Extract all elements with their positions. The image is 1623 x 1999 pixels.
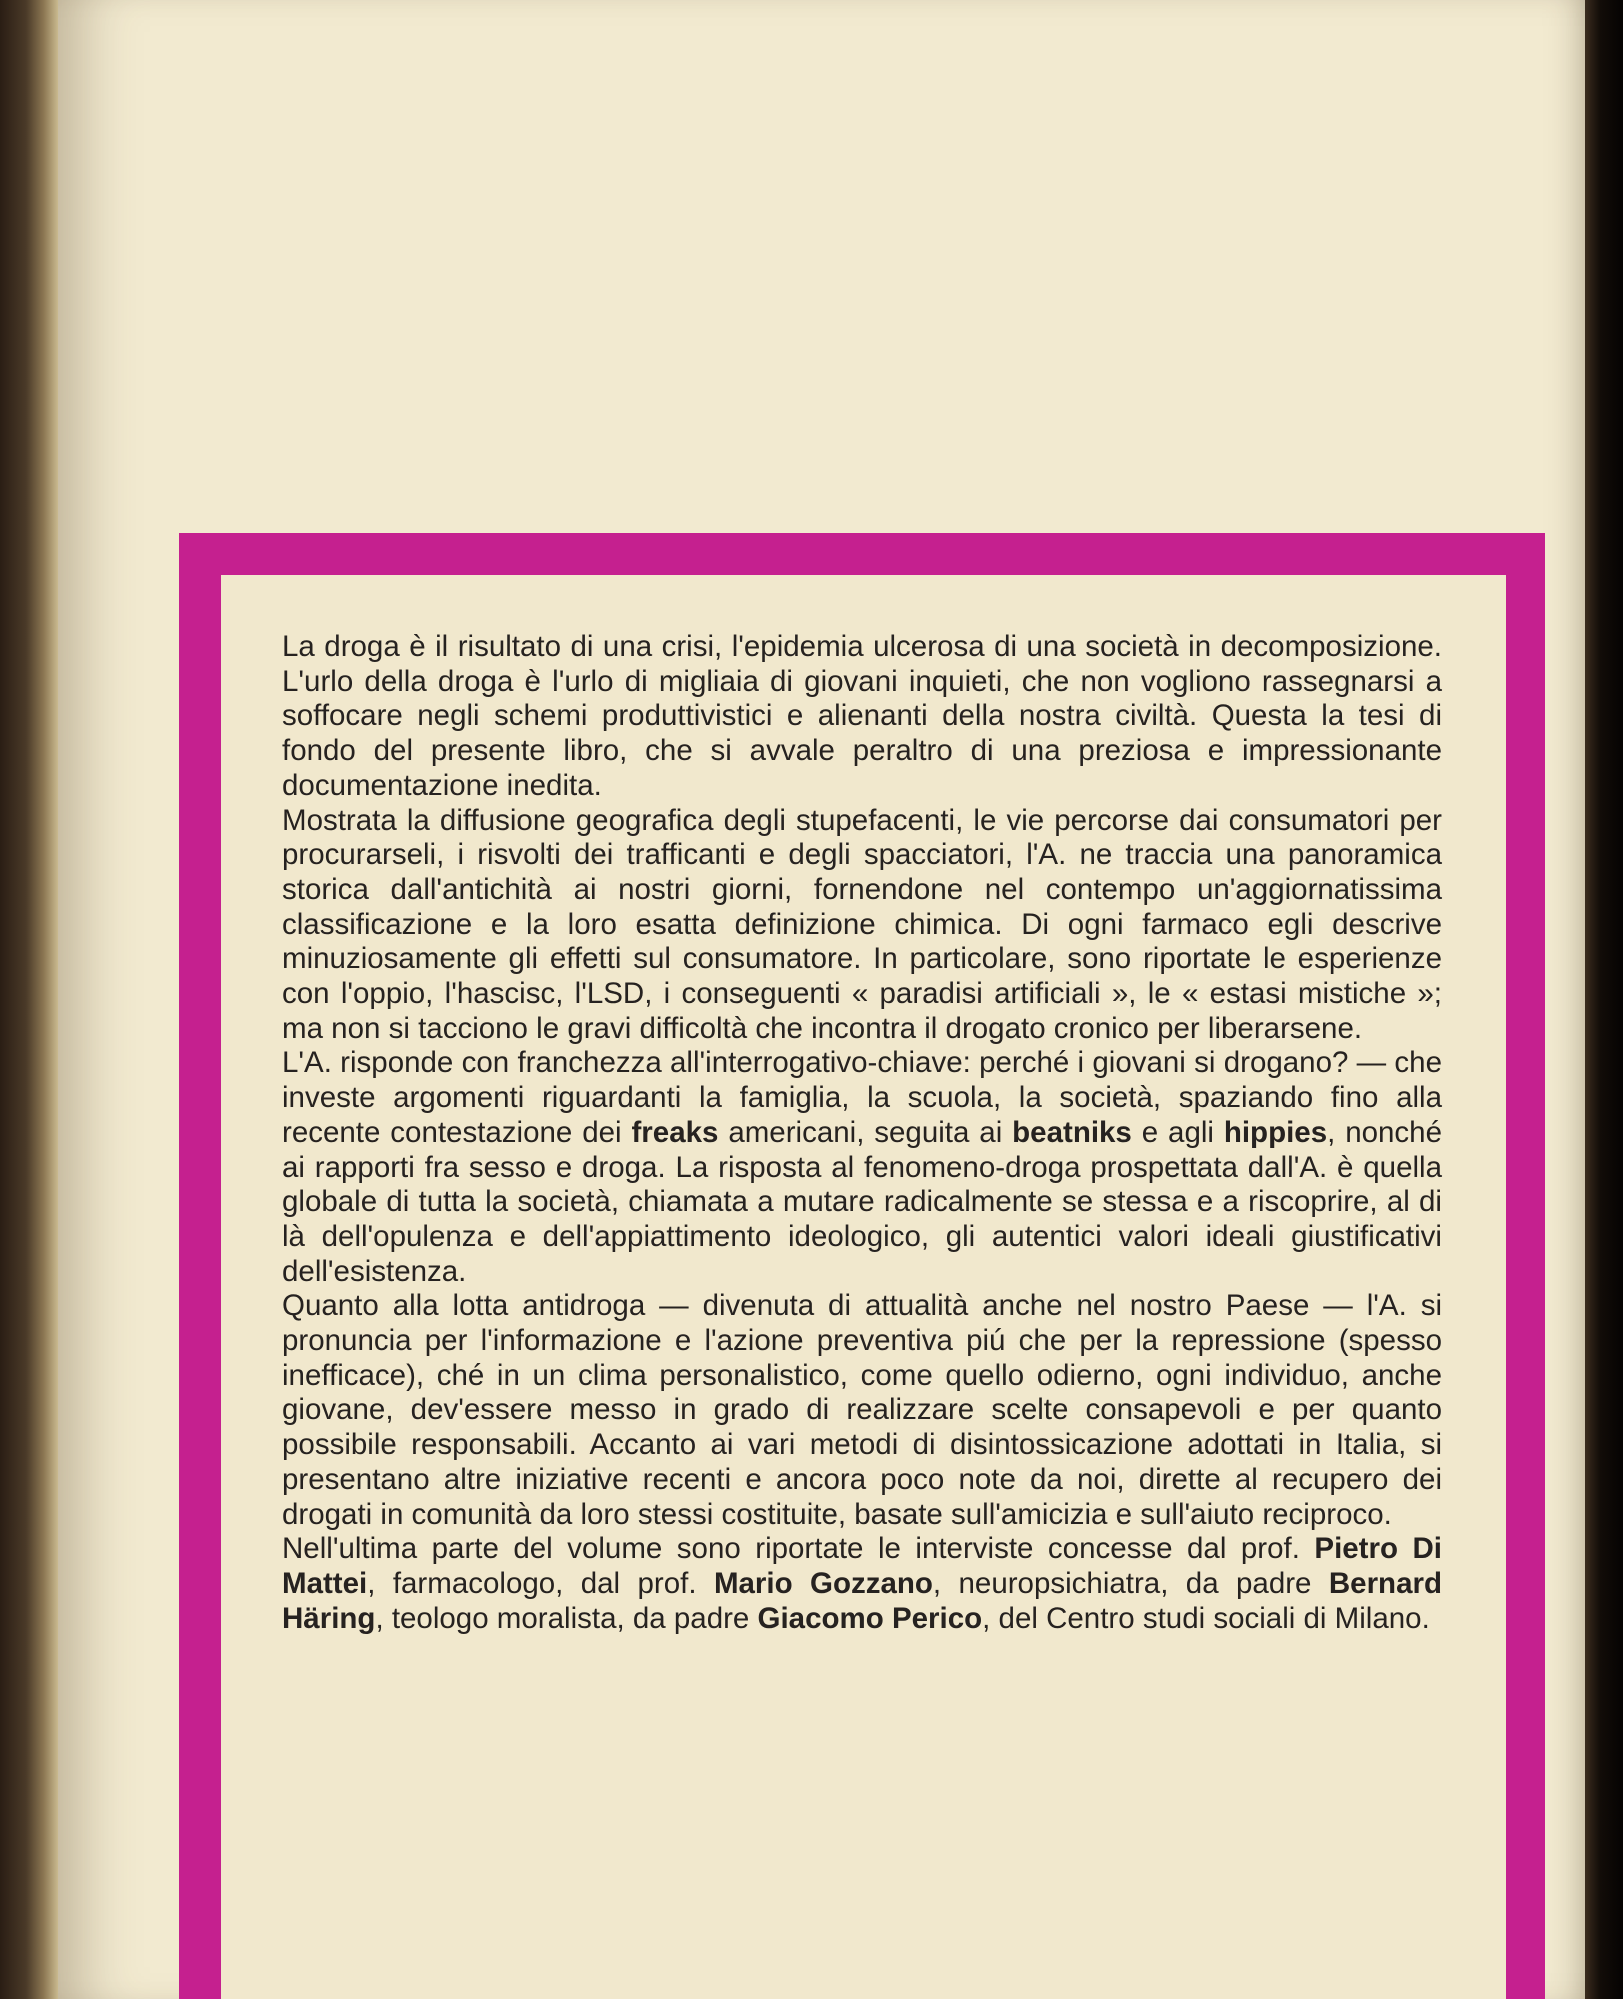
blurb-paragraph <box>282 630 1442 804</box>
text-run: , del Centro studi sociali di Milano. <box>982 1601 1430 1635</box>
text-run: americani, seguita ai <box>718 1115 1013 1149</box>
text-run: , nonché ai rapporti fra sesso e droga. La risposta al fenomeno-droga prospettata dall'A. è quella globale di tutta la società, chiamata a mutare radicalmente se stessa e a riscoprire, al di là dell'opulenza e dell'appiattimento ideologico, gli autentici valori ideali giustificativi dell'esistenza. <box>282 1115 1442 1288</box>
text-run: , farmacologo, dal prof. <box>367 1566 714 1600</box>
bold-term: Giacomo Perico <box>757 1601 983 1635</box>
blurb-paragraph <box>282 1046 1442 1289</box>
text-run: L'A. risponde con franchezza all'interrogativo-chiave: perché i giovani si drogano? — che investe argomenti riguardanti la famiglia, la scuola, la società, spaziando fino alla recente contestazione dei <box>282 1046 1442 1149</box>
text-run: , neuropsichiatra, da padre <box>932 1566 1329 1600</box>
text-run: Mostrata la diffusione geografica degli stupefacenti, le vie percorse dai consumatori per procurarseli, i risvolti dei trafficanti e degli spacciatori, l'A. ne traccia una panoramica storica dall'antichità ai nostri giorni, fornendone nel contempo un'aggiornatissima classificazione e la loro esatta definizione chimica. Di ogni farmaco egli descrive minuziosamente gli effetti sul consumatore. In particolare, sono riportate le esperienze con l'oppio, l'hascisc, l'LSD, i conseguenti « paradisi artificiali », le « estasi mistiche »; ma non si tacciono le gravi difficoltà che incontra il drogato cronico per liberarsene. <box>282 803 1442 1045</box>
bold-term: Pietro Di Mattei <box>282 1532 1442 1600</box>
bold-term: beatniks <box>1012 1115 1132 1149</box>
blurb-paragraph <box>282 1289 1442 1532</box>
text-run: La droga è il risultato di una crisi, l'epidemia ulcerosa di una società in decomposizione. L'urlo della droga è l'urlo di migliaia di giovani inquieti, che non vogliono rassegnarsi a soffocare negli schemi produttivistici e alienanti della nostra civiltà. Questa la tesi di fondo del presente libro, che si avvale peraltro di una preziosa e impressionante documentazione inedita. <box>282 630 1442 802</box>
blurb-text <box>282 630 1442 1636</box>
bold-term: hippies <box>1223 1115 1328 1149</box>
text-run: , teologo moralista, da padre <box>375 1601 758 1635</box>
cover-edge-shadow <box>1585 0 1623 1999</box>
bold-term: freaks <box>631 1115 719 1149</box>
bold-term: Bernard Häring <box>282 1566 1442 1635</box>
text-run: Quanto alla lotta antidroga — divenuta di attualità anche nel nostro Paese — l'A. si pronuncia per l'informazione e l'azione preventiva piú che per la repressione (spesso inefficace), ché in un clima personalistico, come quello odierno, ogni individuo, anche giovane, dev'essere messo in grado di realizzare scelte consapevoli e per quanto possibile responsabili. Accanto ai vari metodi di disintossicazione adottati in Italia, si presentano altre iniziative recenti e ancora poco note da noi, dirette al recupero dei drogati in comunità da loro stessi costituite, basate sull'amicizia e sull'aiuto reciproco. <box>282 1289 1442 1531</box>
book-spine-shadow <box>0 0 58 1999</box>
text-run: e agli <box>1131 1115 1224 1149</box>
blurb-paragraph <box>282 1532 1442 1636</box>
bold-term: Mario Gozzano <box>713 1566 933 1600</box>
blurb-paragraph <box>282 804 1442 1047</box>
text-run: Nell'ultima parte del volume sono riportate le interviste concesse dal prof. <box>282 1532 1315 1566</box>
